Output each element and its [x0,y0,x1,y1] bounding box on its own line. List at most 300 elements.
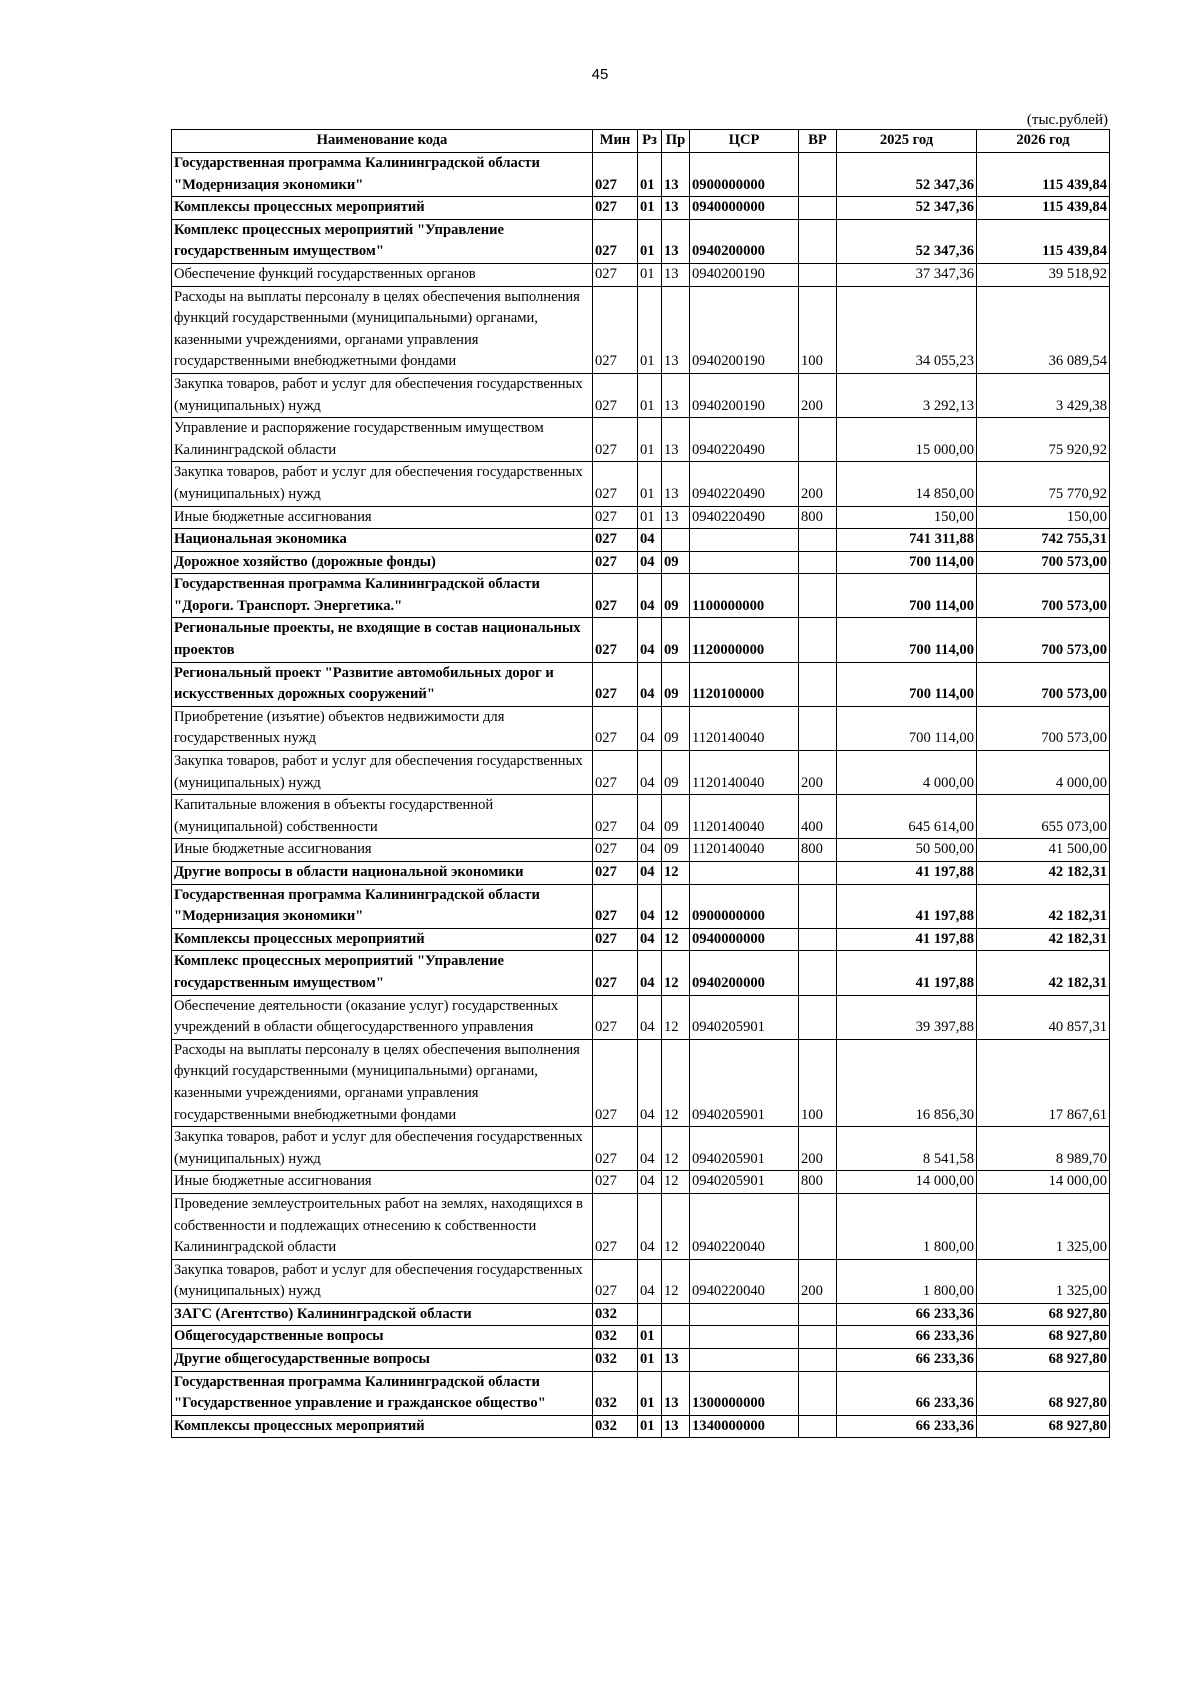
cell-csr: 0940200000 [690,951,799,995]
cell-pr: 09 [662,662,690,706]
cell-min: 032 [593,1415,638,1438]
cell-2026: 68 927,80 [977,1371,1110,1415]
cell-rz: 04 [638,706,662,750]
cell-2026: 42 182,31 [977,884,1110,928]
cell-rz: 04 [638,1171,662,1194]
table-row [172,462,1110,506]
cell-name: ЗАГС (Агентство) Калининградской области [172,1303,593,1326]
cell-2025: 15 000,00 [837,418,977,462]
cell-2026: 42 182,31 [977,951,1110,995]
cell-name: Управление и распоряжение государственным имуществом Калининградской области [172,418,593,462]
cell-2025: 66 233,36 [837,1326,977,1349]
budget-table [171,129,1110,1438]
table-row [172,506,1110,529]
table-row [172,373,1110,417]
cell-pr: 13 [662,286,690,373]
cell-2026: 75 770,92 [977,462,1110,506]
table-row [172,551,1110,574]
cell-vr: 800 [799,839,837,862]
cell-pr: 12 [662,1039,690,1126]
cell-csr: 0940200000 [690,219,799,263]
cell-vr [799,153,837,197]
cell-rz: 04 [638,551,662,574]
table-row [172,574,1110,618]
cell-vr [799,263,837,286]
cell-vr: 200 [799,1259,837,1303]
cell-vr: 200 [799,462,837,506]
cell-vr [799,862,837,885]
cell-min: 027 [593,1039,638,1126]
cell-rz: 01 [638,1415,662,1438]
cell-min: 032 [593,1326,638,1349]
cell-2025: 1 800,00 [837,1259,977,1303]
cell-2026: 68 927,80 [977,1326,1110,1349]
cell-csr: 0940200190 [690,263,799,286]
cell-min: 027 [593,197,638,220]
table-row [172,263,1110,286]
cell-pr: 13 [662,1371,690,1415]
table-row [172,995,1110,1039]
cell-pr [662,1326,690,1349]
table-row [172,1415,1110,1438]
cell-name: Иные бюджетные ассигнования [172,506,593,529]
cell-csr [690,1349,799,1372]
cell-name: Национальная экономика [172,529,593,552]
cell-2025: 14 000,00 [837,1171,977,1194]
cell-min: 027 [593,418,638,462]
cell-pr: 09 [662,551,690,574]
cell-vr [799,884,837,928]
cell-pr: 13 [662,418,690,462]
cell-2026: 1 325,00 [977,1193,1110,1259]
table-row [172,662,1110,706]
cell-name: Закупка товаров, работ и услуг для обеспечения государственных (муниципальных) нужд [172,751,593,795]
cell-min: 027 [593,884,638,928]
cell-vr [799,618,837,662]
cell-rz: 01 [638,286,662,373]
table-row [172,884,1110,928]
cell-name: Обеспечение деятельности (оказание услуг) государственных учреждений в области общегосударственного управления [172,995,593,1039]
cell-2026: 17 867,61 [977,1039,1110,1126]
cell-rz: 04 [638,662,662,706]
cell-min: 032 [593,1349,638,1372]
cell-min: 027 [593,928,638,951]
cell-2026: 700 573,00 [977,662,1110,706]
cell-vr [799,995,837,1039]
page-number: 45 [591,66,609,83]
cell-rz: 04 [638,951,662,995]
cell-2026: 115 439,84 [977,197,1110,220]
cell-csr: 0940220040 [690,1259,799,1303]
table-body [172,153,1110,1438]
cell-rz: 04 [638,1039,662,1126]
cell-2025: 1 800,00 [837,1193,977,1259]
header-csr: ЦСР [690,130,799,153]
cell-rz: 04 [638,884,662,928]
cell-min: 027 [593,706,638,750]
cell-2025: 41 197,88 [837,928,977,951]
cell-min: 027 [593,618,638,662]
cell-2026: 42 182,31 [977,862,1110,885]
cell-name: Закупка товаров, работ и услуг для обеспечения государственных (муниципальных) нужд [172,1259,593,1303]
table-row [172,618,1110,662]
cell-name: Другие общегосударственные вопросы [172,1349,593,1372]
cell-pr: 13 [662,462,690,506]
cell-csr [690,862,799,885]
cell-2025: 645 614,00 [837,795,977,839]
cell-pr: 12 [662,1127,690,1171]
header-name: Наименование кода [172,130,593,153]
cell-rz: 04 [638,529,662,552]
cell-2025: 52 347,36 [837,197,977,220]
cell-2025: 8 541,58 [837,1127,977,1171]
cell-rz: 04 [638,618,662,662]
cell-min: 027 [593,574,638,618]
cell-pr: 13 [662,197,690,220]
table-row [172,529,1110,552]
table-row [172,862,1110,885]
cell-csr: 1120140040 [690,839,799,862]
table-row [172,1303,1110,1326]
cell-min: 027 [593,373,638,417]
cell-pr: 09 [662,574,690,618]
cell-name: Региональные проекты, не входящие в состав национальных проектов [172,618,593,662]
cell-name: Общегосударственные вопросы [172,1326,593,1349]
cell-vr [799,219,837,263]
cell-2026: 75 920,92 [977,418,1110,462]
table-row [172,1193,1110,1259]
cell-csr: 1100000000 [690,574,799,618]
cell-csr: 0940220040 [690,1193,799,1259]
table-row [172,928,1110,951]
cell-pr: 09 [662,706,690,750]
table-row [172,286,1110,373]
cell-csr: 0940000000 [690,928,799,951]
cell-2025: 37 347,36 [837,263,977,286]
cell-pr [662,1303,690,1326]
cell-csr [690,1326,799,1349]
cell-rz: 04 [638,862,662,885]
cell-vr [799,418,837,462]
cell-name: Иные бюджетные ассигнования [172,839,593,862]
cell-name: Закупка товаров, работ и услуг для обеспечения государственных (муниципальных) нужд [172,1127,593,1171]
cell-2026: 41 500,00 [977,839,1110,862]
cell-min: 027 [593,862,638,885]
cell-rz: 04 [638,1259,662,1303]
cell-2025: 34 055,23 [837,286,977,373]
cell-2026: 700 573,00 [977,551,1110,574]
cell-vr [799,1193,837,1259]
cell-rz: 01 [638,462,662,506]
cell-rz: 04 [638,995,662,1039]
cell-csr: 0940205901 [690,1127,799,1171]
cell-2026: 655 073,00 [977,795,1110,839]
header-rz: Рз [638,130,662,153]
cell-min: 027 [593,1127,638,1171]
cell-rz: 01 [638,1326,662,1349]
cell-csr: 0940220490 [690,506,799,529]
cell-2025: 41 197,88 [837,862,977,885]
cell-vr [799,1349,837,1372]
cell-csr: 1120100000 [690,662,799,706]
cell-min: 027 [593,1171,638,1194]
cell-name: Другие вопросы в области национальной экономики [172,862,593,885]
cell-min: 027 [593,795,638,839]
cell-2025: 741 311,88 [837,529,977,552]
cell-min: 027 [593,219,638,263]
cell-min: 027 [593,286,638,373]
cell-vr [799,574,837,618]
cell-csr: 0940205901 [690,1171,799,1194]
cell-min: 027 [593,551,638,574]
cell-2025: 66 233,36 [837,1303,977,1326]
cell-name: Комплекс процессных мероприятий "Управление государственным имуществом" [172,219,593,263]
cell-csr [690,551,799,574]
cell-2025: 14 850,00 [837,462,977,506]
cell-2025: 50 500,00 [837,839,977,862]
cell-name: Иные бюджетные ассигнования [172,1171,593,1194]
cell-csr: 0940220490 [690,462,799,506]
cell-2026: 39 518,92 [977,263,1110,286]
cell-rz: 04 [638,928,662,951]
header-pr: Пр [662,130,690,153]
table-row [172,153,1110,197]
cell-2026: 14 000,00 [977,1171,1110,1194]
cell-name: Обеспечение функций государственных органов [172,263,593,286]
cell-pr: 13 [662,153,690,197]
cell-csr: 1300000000 [690,1371,799,1415]
cell-name: Государственная программа Калининградской области "Государственное управление и гражданское общество" [172,1371,593,1415]
header-min: Мин [593,130,638,153]
cell-2025: 700 114,00 [837,706,977,750]
cell-pr: 09 [662,795,690,839]
cell-2026: 700 573,00 [977,574,1110,618]
cell-rz: 04 [638,751,662,795]
cell-2025: 700 114,00 [837,618,977,662]
cell-pr: 13 [662,1415,690,1438]
cell-rz: 04 [638,1127,662,1171]
cell-csr: 0940200190 [690,286,799,373]
table-row [172,951,1110,995]
cell-2026: 1 325,00 [977,1259,1110,1303]
cell-csr: 0940220490 [690,418,799,462]
table-row [172,418,1110,462]
cell-vr [799,197,837,220]
cell-2025: 16 856,30 [837,1039,977,1126]
cell-pr: 12 [662,884,690,928]
cell-vr: 800 [799,1171,837,1194]
cell-min: 027 [593,529,638,552]
cell-pr: 12 [662,1193,690,1259]
cell-name: Приобретение (изъятие) объектов недвижимости для государственных нужд [172,706,593,750]
cell-csr: 0940205901 [690,995,799,1039]
cell-min: 027 [593,462,638,506]
cell-csr: 1120140040 [690,751,799,795]
cell-name: Расходы на выплаты персоналу в целях обеспечения выполнения функций государственными (муниципальными) органами, казенными учреждениями, органами управления государственными внебюджетными фондами [172,286,593,373]
cell-2025: 41 197,88 [837,884,977,928]
cell-csr: 1340000000 [690,1415,799,1438]
table-row [172,1371,1110,1415]
cell-min: 032 [593,1371,638,1415]
cell-vr: 200 [799,373,837,417]
cell-vr [799,551,837,574]
cell-pr: 09 [662,618,690,662]
cell-2026: 150,00 [977,506,1110,529]
table-row [172,1171,1110,1194]
cell-csr: 1120000000 [690,618,799,662]
cell-rz: 01 [638,373,662,417]
cell-vr: 800 [799,506,837,529]
cell-pr: 12 [662,1171,690,1194]
cell-2025: 700 114,00 [837,574,977,618]
cell-name: Закупка товаров, работ и услуг для обеспечения государственных (муниципальных) нужд [172,373,593,417]
cell-vr: 100 [799,1039,837,1126]
cell-csr: 0940000000 [690,197,799,220]
cell-2025: 52 347,36 [837,153,977,197]
cell-name: Дорожное хозяйство (дорожные фонды) [172,551,593,574]
cell-name: Расходы на выплаты персоналу в целях обеспечения выполнения функций государственными (муниципальными) органами, казенными учреждениями, органами управления государственными внебюджетными фондами [172,1039,593,1126]
cell-vr [799,1371,837,1415]
cell-pr: 12 [662,951,690,995]
cell-rz: 01 [638,263,662,286]
cell-name: Закупка товаров, работ и услуг для обеспечения государственных (муниципальных) нужд [172,462,593,506]
cell-2026: 700 573,00 [977,706,1110,750]
cell-name: Государственная программа Калининградской области "Модернизация экономики" [172,153,593,197]
cell-csr [690,529,799,552]
cell-vr [799,1415,837,1438]
cell-rz: 01 [638,197,662,220]
cell-vr [799,1303,837,1326]
cell-pr: 12 [662,928,690,951]
cell-vr [799,951,837,995]
cell-2025: 3 292,13 [837,373,977,417]
table-row [172,706,1110,750]
cell-name: Региональный проект "Развитие автомобильных дорог и искусственных дорожных сооружений" [172,662,593,706]
header-2025: 2025 год [837,130,977,153]
cell-2026: 40 857,31 [977,995,1110,1039]
table-row [172,1349,1110,1372]
cell-2026: 742 755,31 [977,529,1110,552]
table-row [172,795,1110,839]
table-row [172,751,1110,795]
cell-csr: 1120140040 [690,795,799,839]
cell-2026: 115 439,84 [977,153,1110,197]
cell-name: Комплекс процессных мероприятий "Управление государственным имуществом" [172,951,593,995]
table-row [172,197,1110,220]
cell-csr: 1120140040 [690,706,799,750]
cell-name: Комплексы процессных мероприятий [172,928,593,951]
cell-name: Комплексы процессных мероприятий [172,197,593,220]
cell-min: 027 [593,662,638,706]
cell-csr: 0940200190 [690,373,799,417]
cell-pr: 13 [662,1349,690,1372]
cell-min: 027 [593,995,638,1039]
cell-csr: 0900000000 [690,153,799,197]
cell-rz: 01 [638,1349,662,1372]
cell-min: 027 [593,1259,638,1303]
cell-2026: 68 927,80 [977,1303,1110,1326]
cell-vr [799,1326,837,1349]
cell-pr [662,529,690,552]
cell-vr: 100 [799,286,837,373]
units-label: (тыс.рублей) [1026,112,1108,128]
cell-2026: 36 089,54 [977,286,1110,373]
table-row [172,839,1110,862]
cell-2026: 68 927,80 [977,1349,1110,1372]
cell-rz: 01 [638,219,662,263]
cell-csr [690,1303,799,1326]
cell-min: 027 [593,263,638,286]
table-header-row [172,130,1110,153]
cell-min: 027 [593,1193,638,1259]
cell-2025: 39 397,88 [837,995,977,1039]
table-row [172,219,1110,263]
cell-2026: 8 989,70 [977,1127,1110,1171]
table-row [172,1326,1110,1349]
cell-rz: 04 [638,1193,662,1259]
cell-2025: 41 197,88 [837,951,977,995]
cell-vr [799,529,837,552]
header-vr: ВР [799,130,837,153]
cell-pr: 13 [662,373,690,417]
cell-pr: 13 [662,263,690,286]
cell-vr: 400 [799,795,837,839]
cell-pr: 13 [662,506,690,529]
cell-2025: 52 347,36 [837,219,977,263]
cell-pr: 09 [662,839,690,862]
cell-rz: 04 [638,839,662,862]
cell-name: Государственная программа Калининградской области "Дороги. Транспорт. Энергетика." [172,574,593,618]
cell-vr: 200 [799,1127,837,1171]
cell-min: 027 [593,751,638,795]
cell-min: 027 [593,951,638,995]
table-row [172,1127,1110,1171]
cell-2026: 4 000,00 [977,751,1110,795]
header-2026: 2026 год [977,130,1110,153]
cell-rz [638,1303,662,1326]
cell-rz: 04 [638,795,662,839]
cell-vr [799,928,837,951]
table-row [172,1259,1110,1303]
cell-2025: 66 233,36 [837,1349,977,1372]
cell-min: 027 [593,506,638,529]
cell-2026: 42 182,31 [977,928,1110,951]
cell-name: Капитальные вложения в объекты государственной (муниципальной) собственности [172,795,593,839]
cell-2025: 700 114,00 [837,551,977,574]
cell-rz: 01 [638,418,662,462]
cell-pr: 12 [662,862,690,885]
cell-2025: 150,00 [837,506,977,529]
table-row [172,1039,1110,1126]
cell-2026: 115 439,84 [977,219,1110,263]
cell-2025: 66 233,36 [837,1415,977,1438]
cell-min: 027 [593,153,638,197]
cell-vr [799,662,837,706]
cell-vr: 200 [799,751,837,795]
cell-min: 032 [593,1303,638,1326]
cell-name: Государственная программа Калининградской области "Модернизация экономики" [172,884,593,928]
cell-2026: 68 927,80 [977,1415,1110,1438]
cell-name: Проведение землеустроительных работ на землях, находящихся в собственности и подлежащих отнесению к собственности Калининградской области [172,1193,593,1259]
cell-2026: 700 573,00 [977,618,1110,662]
cell-pr: 13 [662,219,690,263]
cell-pr: 12 [662,995,690,1039]
cell-csr: 0940205901 [690,1039,799,1126]
cell-rz: 01 [638,506,662,529]
cell-vr [799,706,837,750]
cell-rz: 01 [638,153,662,197]
cell-csr: 0900000000 [690,884,799,928]
